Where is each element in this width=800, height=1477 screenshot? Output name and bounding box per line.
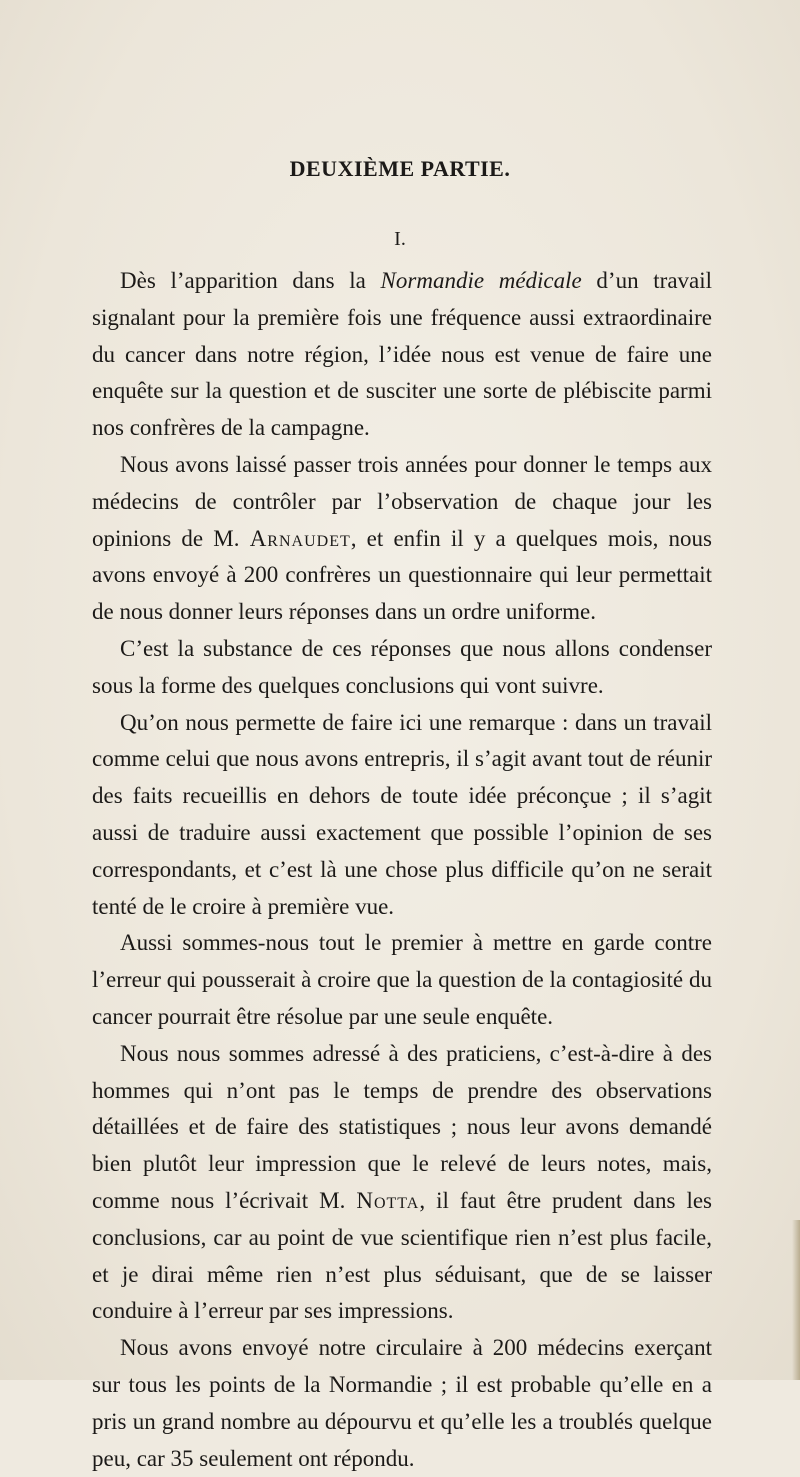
part-heading: DEUXIÈME PARTIE. xyxy=(289,156,511,181)
paragraph-2-text-start: Nous avons laissé passer trois années pour donner le temps aux médecins de contrôler par l’observation de chaque jour les opinions de M. xyxy=(92,451,712,551)
paragraph-6-text-end: , il faut être prudent dans les conclusions, car au point de vue scientifique rien n’est plus facile, et je dirai même rien n’est plus séduisant, que de se laisser conduire à l’erreur par ses impressions. xyxy=(92,1187,712,1324)
paragraph-2-text-end: , et enfin il y a quelques mois, nous avons envoyé à 200 confrères un questionnaire qui leur permettait de nous donner leurs réponses dans un ordre uniforme. xyxy=(92,525,712,625)
author-name-notta: Notta xyxy=(356,1187,420,1213)
paragraph-3: C’est la substance de ces réponses que nous allons condenser sous la forme des quelques conclusions qui vont suivre. xyxy=(92,635,712,698)
paragraph-4: Qu’on nous permette de faire ici une remarque : dans un travail comme celui que nous avons entrepris, il s’agit avant tout de réunir des faits recueillis en dehors de toute idée préconçue ; il s’agit aussi de traduire aussi exactement que possible l’opinion de ses correspondants, et c’est là une chose plus difficile qu’on ne serait tenté de le croire à première vue. xyxy=(92,709,712,919)
paragraph-1 xyxy=(92,263,712,447)
paragraph-2 xyxy=(92,447,712,631)
page-edge-shadow xyxy=(792,1220,800,1380)
paragraph-1-text-end: d’un travail signalant pour la première fois une fréquence aussi extraordinaire du cancer dans notre région, l’idée nous est venue de faire une enquête sur la question et de susciter une sorte de plébiscite parmi nos confrères de la campagne. xyxy=(92,268,713,441)
paragraph-1-text-start: Dès l’apparition dans la xyxy=(120,268,381,293)
paragraph-6 xyxy=(92,1036,712,1330)
body-text xyxy=(92,263,712,1477)
paragraph-5: Aussi sommes-nous tout le premier à mettre en garde contre l’erreur qui pousserait à croire que la question de la contagiosité du cancer pourrait être résolue par une seule enquête. xyxy=(92,930,712,1029)
paragraph-6-text-start: Nous nous sommes adressé à des praticiens, c’est-à-dire à des hommes qui n’ont pas le temps de prendre des observations détaillées et de faire des statistiques ; nous leur avons demandé bien plutôt leur impression que le relevé de leurs notes, mais, comme nous l’écrivait M. xyxy=(92,1040,712,1213)
paragraph-7: Nous avons envoyé notre circulaire à 200 médecins exerçant sur tous les points de la Normandie ; il est probable qu’elle en a pris un grand nombre au dépourvu et qu’elle les a troublés quelque peu, car 35 seulement ont répondu. xyxy=(92,1335,712,1471)
author-name-arnaudet: Arnaudet xyxy=(249,525,351,551)
section-number: I. xyxy=(394,228,406,250)
journal-title: Normandie médicale xyxy=(380,268,582,293)
